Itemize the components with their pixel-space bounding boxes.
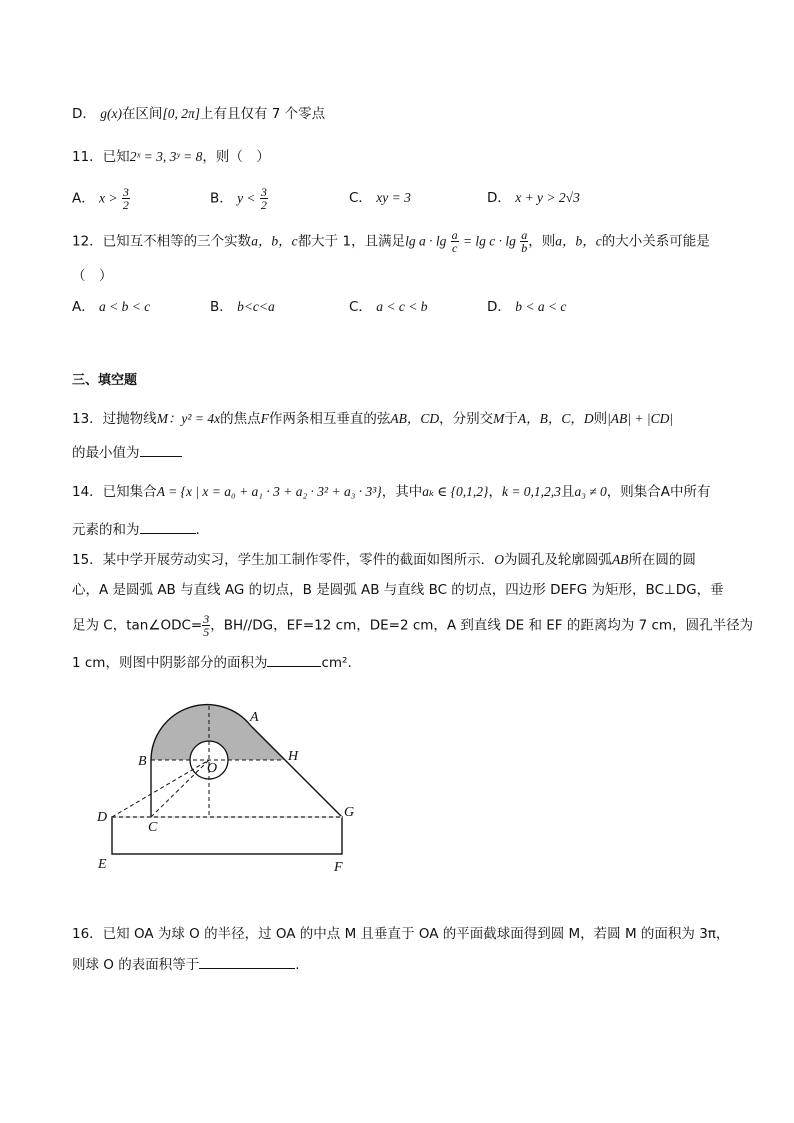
text: 作两条相互垂直的弦	[268, 411, 391, 427]
text: .	[295, 957, 300, 973]
text: ，则	[528, 233, 556, 250]
q11-option-b	[210, 186, 268, 211]
denominator: 2	[122, 198, 129, 212]
math-expr: b < a < c	[515, 299, 567, 314]
option-label: D．	[487, 190, 511, 206]
fraction	[260, 186, 268, 211]
q13-stem	[72, 409, 673, 429]
text: 为圆孔及轮廓圆弧	[503, 552, 612, 568]
fraction	[202, 613, 210, 638]
option-label: B．	[210, 299, 233, 315]
fraction	[451, 229, 459, 254]
text: 11．已知	[72, 149, 130, 165]
equation-part: = lg c · lg	[462, 233, 516, 249]
math-var: A，B，C，D	[517, 411, 594, 426]
q12-paren	[72, 266, 113, 286]
math-expr: b<c<a	[237, 299, 275, 314]
label-b: B	[138, 754, 147, 769]
option-label: A．	[72, 299, 95, 315]
text: 12．已知互不相等的三个实数	[72, 233, 252, 250]
numerator: 3	[260, 185, 267, 199]
answer-blank[interactable]	[267, 652, 321, 667]
text: 14．已知集合	[72, 484, 157, 500]
math-var: AB，CD	[390, 411, 440, 426]
denominator: b	[521, 241, 528, 255]
text: 足为 C，tan∠ODC=	[72, 617, 203, 634]
text: 则	[593, 411, 608, 427]
label-g: G	[344, 805, 355, 820]
text: ，则集合A中所有	[606, 484, 711, 500]
q10-option-d	[72, 104, 325, 124]
denominator: 2	[260, 198, 267, 212]
math-var: M	[493, 411, 505, 426]
option-label: C．	[349, 299, 372, 315]
condition: 2ˣ = 3, 3ʸ = 8	[129, 149, 203, 164]
q11-option-d	[487, 188, 580, 208]
interval: [0, 2π]	[162, 106, 200, 121]
text: 在区间	[121, 106, 163, 122]
math-var: M	[156, 411, 168, 426]
text: 且	[560, 484, 575, 500]
q16-line1	[72, 924, 729, 944]
equation: ：y² = 4x	[167, 411, 221, 426]
text: 于	[504, 411, 518, 427]
equation-part: lg a · lg	[405, 233, 447, 249]
math-expr: x >	[99, 190, 118, 206]
text: 心，A 是圆弧 AB 与直线 AG 的切点，B 是圆弧 AB 与直线 BC 的切点，四边形 DEFG 为矩形，BC⊥DG，垂	[72, 582, 724, 598]
label-d: D	[97, 810, 108, 825]
label-f: F	[334, 860, 343, 875]
rectangle-defg	[112, 817, 342, 854]
math-expr: x + y > 2√3	[515, 190, 580, 205]
text: 16．已知 OA 为球 O 的半径，过 OA 的中点 M 且垂直于 OA 的平面截球面得到圆 M，若圆 M 的面积为 3π，	[72, 926, 730, 942]
q12-option-a	[72, 297, 150, 317]
math-expr: y <	[237, 190, 256, 206]
q14-line2	[72, 519, 200, 540]
option-label: B．	[210, 190, 233, 207]
text: ，BH//DG，EF=12 cm，DE=2 cm，A 到直线 DE 和 EF 的距离均为 7 cm，圆孔半径为	[210, 617, 754, 634]
option-label: A．	[72, 190, 95, 207]
text: .	[195, 522, 200, 538]
numerator: a	[451, 228, 458, 242]
text: 的焦点	[220, 411, 261, 427]
section-heading: 三、填空题	[72, 373, 138, 388]
text: （ ）	[72, 268, 113, 284]
text: 所在圆的圆	[628, 552, 696, 568]
text: 元素的和为	[72, 522, 140, 538]
q11-option-a	[72, 186, 130, 211]
numerator: 3	[122, 185, 129, 199]
math-expr: |AB| + |CD|	[607, 411, 674, 426]
denominator: 5	[203, 625, 210, 639]
text: ，其中	[381, 484, 423, 500]
answer-blank[interactable]	[140, 442, 182, 457]
text: 的最小值为	[72, 445, 140, 461]
q11-option-c	[349, 188, 411, 208]
vars: a，b，c	[251, 233, 298, 249]
condition: k = 0,1,2,3	[501, 484, 561, 499]
text: 15．某中学开展劳动实习，学生加工制作零件，零件的截面如图所示．	[72, 552, 495, 568]
text: 都大于 1，且满足	[297, 233, 406, 250]
q16-line2	[72, 954, 300, 975]
geometry-figure	[88, 696, 368, 881]
math-var: F	[260, 411, 269, 426]
label-o: O	[207, 761, 218, 776]
text: 上有且仅有 7 个零点	[199, 106, 326, 122]
math-expr: g(x)	[100, 106, 122, 121]
q15-line3	[72, 613, 753, 638]
option-label: C．	[349, 190, 372, 206]
denominator: c	[451, 241, 458, 255]
fraction	[122, 186, 130, 211]
q15-line1	[72, 550, 696, 570]
q14-stem	[72, 482, 711, 502]
math-expr: a < b < c	[99, 299, 151, 314]
q15-line2	[72, 580, 724, 600]
vars: a，b，c	[555, 233, 602, 249]
text: ，	[488, 484, 502, 500]
condition: aₖ ∈ {0,1,2}	[422, 484, 489, 499]
numerator: 3	[203, 612, 210, 626]
math-expr: a < c < b	[376, 299, 428, 314]
math-expr: xy = 3	[376, 190, 411, 205]
q11-stem	[72, 147, 270, 167]
answer-blank[interactable]	[140, 519, 196, 534]
text: 13．过抛物线	[72, 411, 157, 427]
q12-option-c	[349, 297, 427, 317]
condition: a₃ ≠ 0	[574, 484, 607, 499]
option-label: D．	[72, 106, 96, 122]
set-expr: A = {x | x = a₀ + a₁ · 3 + a₂ · 3² + a₃ · 3³}	[156, 484, 382, 499]
math-var: AB	[611, 552, 629, 567]
q15-line4	[72, 652, 352, 673]
label-e: E	[98, 857, 107, 872]
text: 的大小关系可能是	[601, 233, 710, 250]
text: 1 cm，则图中阴影部分的面积为	[72, 655, 268, 671]
text: 则球 O 的表面积等于	[72, 957, 200, 973]
q12-option-d	[487, 297, 566, 317]
text: cm².	[321, 655, 352, 671]
line-ag	[251, 726, 342, 817]
numerator: a	[521, 228, 528, 242]
q12-stem	[72, 229, 710, 254]
text: ，分别交	[439, 411, 494, 427]
text: ，则（ ）	[202, 149, 270, 165]
q12-option-b	[210, 297, 275, 317]
label-c: C	[148, 820, 158, 835]
math-var: O	[494, 552, 504, 567]
q13-line2	[72, 442, 182, 463]
label-a: A	[250, 710, 259, 725]
option-label: D．	[487, 299, 511, 315]
label-h: H	[288, 749, 299, 764]
answer-blank[interactable]	[199, 954, 295, 969]
